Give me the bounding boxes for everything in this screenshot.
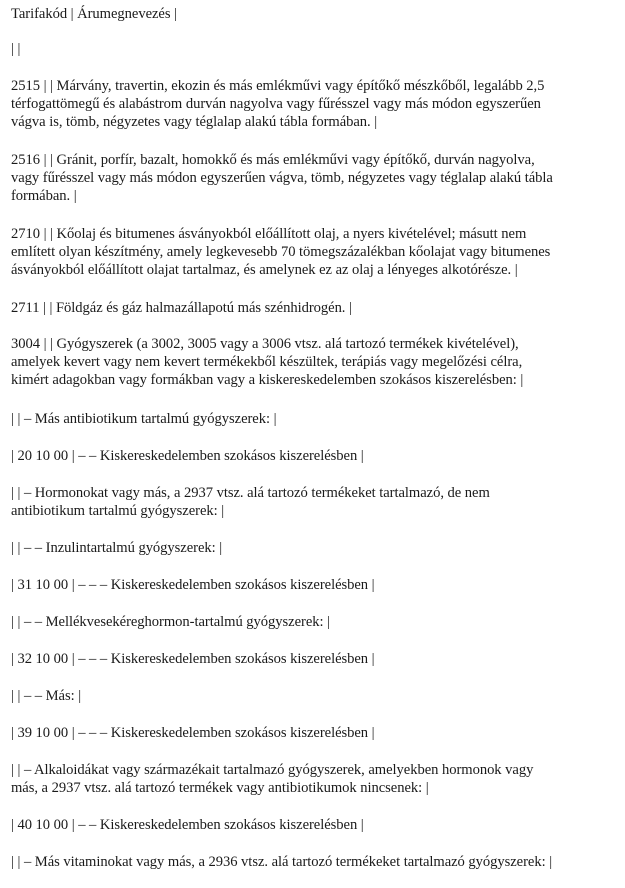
text-line: | | – – Inzulintartalmú gyógyszerek: | xyxy=(11,540,223,556)
subentry-321000 xyxy=(11,651,616,669)
subentry-insulin xyxy=(11,540,616,558)
text-line: | 20 10 00 | – – Kiskereskedelemben szokásos kiszerelésben | xyxy=(11,448,364,464)
text-line: amelyek kevert vagy nem kevert termékekből készültek, terápiás vagy megelőzési célra, xyxy=(11,353,523,370)
text-line: térfogattömegű és alabástrom durván nagyolva vagy fűrésszel vagy más módon egyszerűen xyxy=(11,95,541,112)
subentry-401000 xyxy=(11,817,616,835)
subentry-201000 xyxy=(11,448,616,466)
text-line: | | – Alkaloidákat vagy származékait tartalmazó gyógyszerek, amelyekben hormonok vagy xyxy=(11,762,534,778)
text-line: más, a 2937 vtsz. alá tartozó termékek vagy antibiotikumok nincsenek: | xyxy=(11,779,429,796)
text-line: vagy fűrésszel vagy más módon egyszerűen vágva, tömb, négyzetes vagy téglalap alakú tábla xyxy=(11,169,553,186)
text-line: 2711 | | Földgáz és gáz halmazállapotú más szénhidrogén. | xyxy=(11,300,352,316)
text-line: 2710 | | Kőolaj és bitumenes ásványokból előállított olaj, a nyers kivételével; másutt nem xyxy=(11,226,527,242)
text-line: vágva is, tömb, négyzetes vagy téglalap alakú tábla formában. | xyxy=(11,113,378,130)
subentry-391000 xyxy=(11,725,616,743)
text-line: kimért adagokban vagy formákban vagy a kiskereskedelemben szokásos kiszerelésben: | xyxy=(11,371,524,388)
text-line: | | – Más antibiotikum tartalmú gyógyszerek: | xyxy=(11,411,277,427)
text-line: | | – Más vitaminokat vagy más, a 2936 vtsz. alá tartozó termékeket tartalmazó gyógyszerek: | xyxy=(11,854,553,870)
entry-2711 xyxy=(11,300,616,318)
text-line: ásványokból előállított olajat tartalmaz, és amelynek ez az olaj a lényeges alkotórésze. | xyxy=(11,261,518,278)
entry-3004 xyxy=(11,336,616,389)
empty-row xyxy=(11,41,616,59)
text-line: Tarifakód | Árumegnevezés | xyxy=(11,6,177,22)
text-line: említett olyan készítmény, amely legkevesebb 70 tömegszázalékban kőolajat vagy bitumenes xyxy=(11,243,551,260)
entry-2515 xyxy=(11,78,616,131)
subentry-antibiotic xyxy=(11,411,616,429)
text-line: 3004 | | Gyógyszerek (a 3002, 3005 vagy a 3006 vtsz. alá tartozó termékek kivételével), xyxy=(11,336,519,352)
subentry-other xyxy=(11,688,616,706)
text-line: 2516 | | Gránit, porfír, bazalt, homokkő és más emlékművi vagy építőkő, durván nagyolva, xyxy=(11,152,535,168)
text-line: | 31 10 00 | – – – Kiskereskedelemben szokásos kiszerelésben | xyxy=(11,577,375,593)
subentry-alkaloids xyxy=(11,762,616,798)
text-line: | | – – Mellékvesekéreghormon-tartalmú gyógyszerek: | xyxy=(11,614,330,630)
entry-2710 xyxy=(11,226,616,279)
subentry-vitamins xyxy=(11,854,616,872)
header-row xyxy=(11,6,616,24)
subentry-311000 xyxy=(11,577,616,595)
text-line: | | xyxy=(11,41,21,57)
subentry-adrenal xyxy=(11,614,616,632)
text-line: | | – – Más: | xyxy=(11,688,82,704)
text-line: | 32 10 00 | – – – Kiskereskedelemben szokásos kiszerelésben | xyxy=(11,651,375,667)
text-line: | 39 10 00 | – – – Kiskereskedelemben szokásos kiszerelésben | xyxy=(11,725,375,741)
text-line: 2515 | | Márvány, travertin, ekozin és más emlékművi vagy építőkő mészkőből, legalább 2,5 xyxy=(11,78,545,94)
subentry-hormones xyxy=(11,485,616,521)
text-line: antibiotikum tartalmú gyógyszerek: | xyxy=(11,502,225,519)
entry-2516 xyxy=(11,152,616,205)
text-line: | | – Hormonokat vagy más, a 2937 vtsz. alá tartozó termékeket tartalmazó, de nem xyxy=(11,485,490,501)
text-line: formában. | xyxy=(11,187,77,204)
text-line: | 40 10 00 | – – Kiskereskedelemben szokásos kiszerelésben | xyxy=(11,817,364,833)
